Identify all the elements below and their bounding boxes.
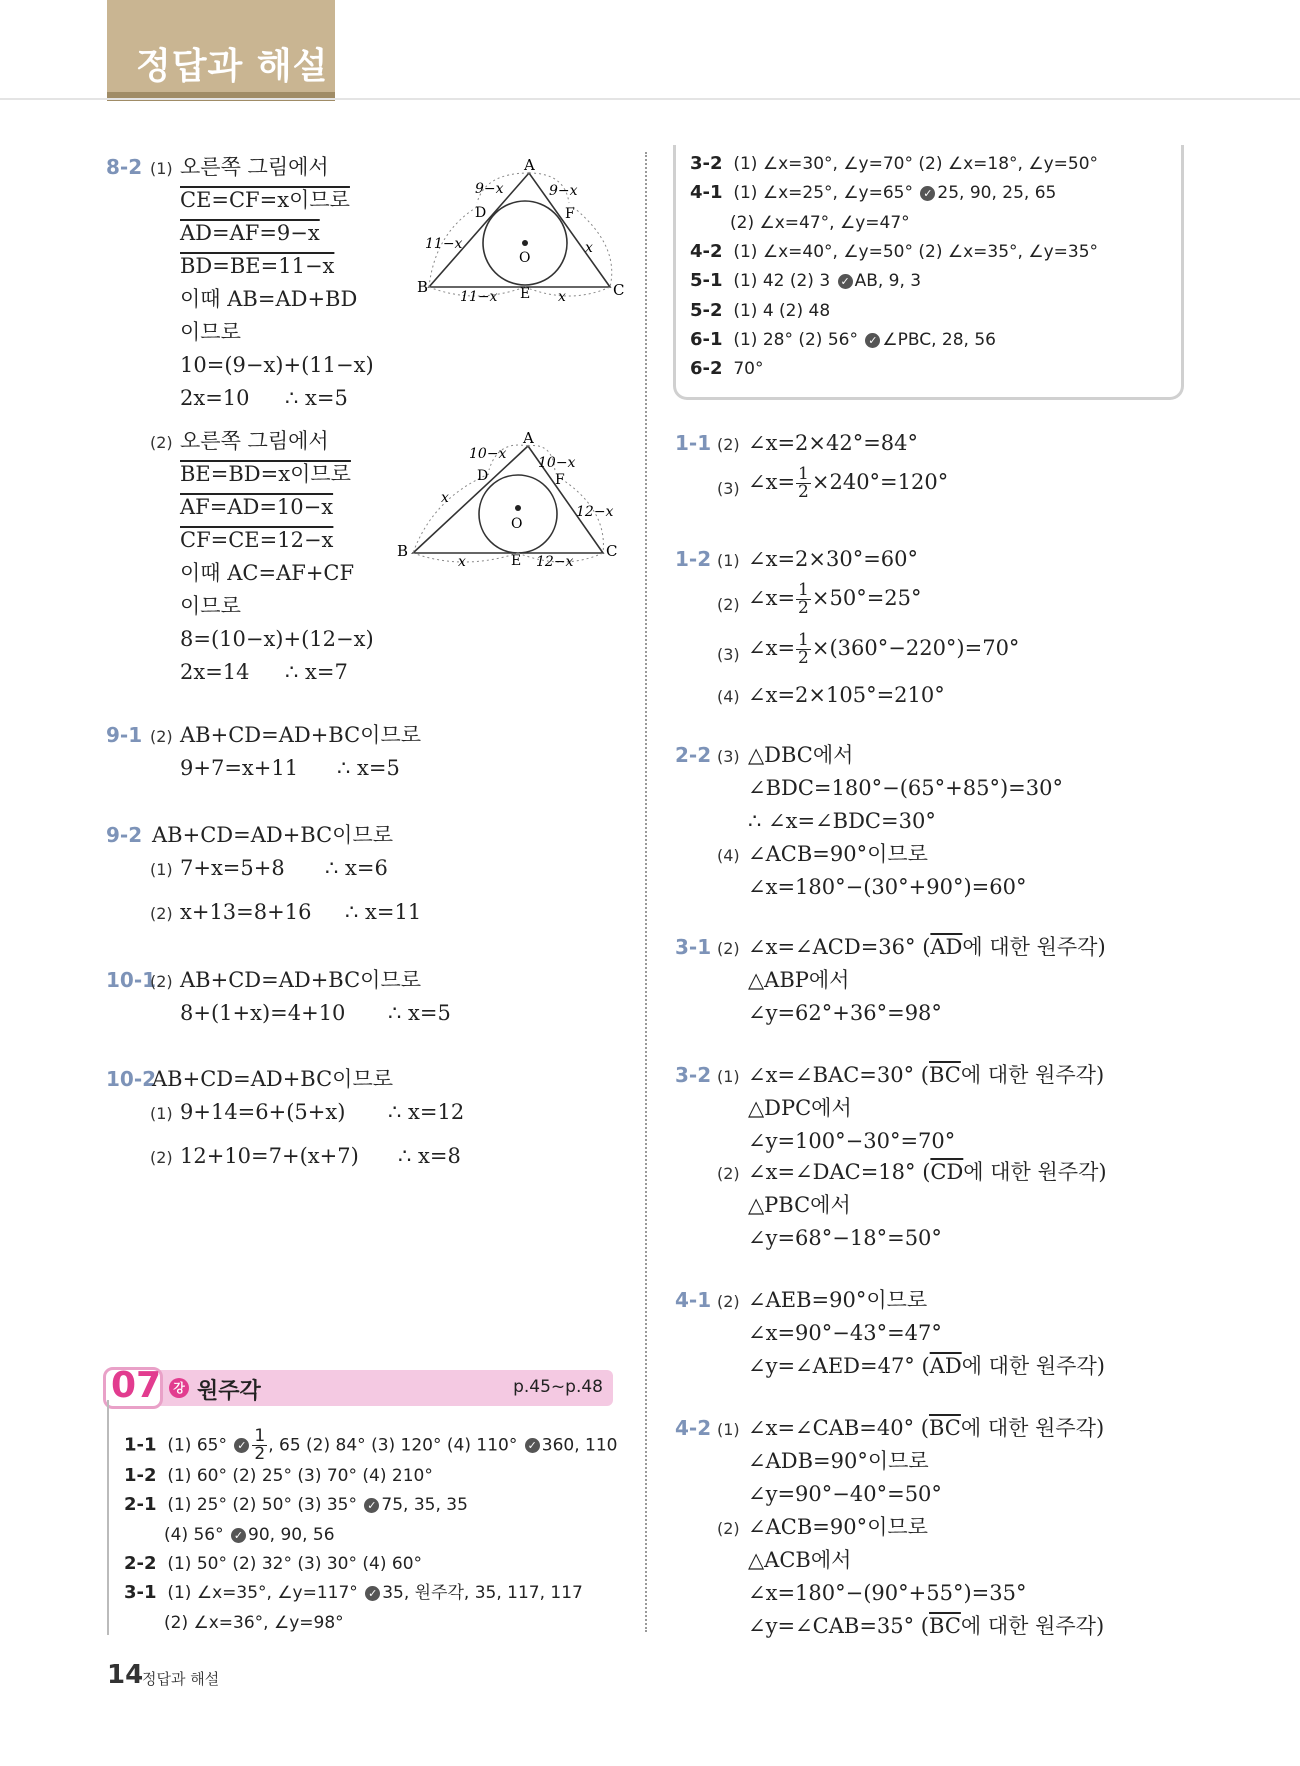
short-answer <box>690 329 996 351</box>
header-divider <box>0 98 1300 100</box>
check-icon: ✓ <box>525 1438 540 1453</box>
answer-number: 6-1 <box>690 329 723 350</box>
sub-number: (2) <box>150 727 173 746</box>
length-label: 11−x <box>425 236 463 252</box>
solution-line: ∴ x=7 <box>285 660 348 684</box>
solution-line: ∴ x=6 <box>325 856 388 880</box>
answer-text: (4) 56° <box>164 1525 224 1545</box>
solution-line: 이므로 <box>180 320 241 344</box>
denominator: 2 <box>254 1444 266 1464</box>
expr: ∠x=∠ACD=36° ( <box>748 935 931 959</box>
center-point <box>515 505 521 511</box>
answer-text: 70° <box>733 359 764 379</box>
answer-number: 2-1 <box>124 1494 157 1515</box>
expr: 에 대한 원주각) <box>960 1416 1105 1440</box>
denominator: 2 <box>798 598 809 618</box>
sub-number: (1) <box>717 1420 740 1439</box>
column-divider <box>645 152 647 1632</box>
short-answer <box>164 1612 344 1634</box>
fraction <box>796 582 811 617</box>
vertex-label: C <box>606 542 618 560</box>
length-label: 9−x <box>549 183 578 199</box>
solution-line <box>748 1613 1104 1639</box>
check-icon: ✓ <box>234 1438 249 1453</box>
answer-number: 1-1 <box>124 1434 157 1456</box>
section-kang-badge: 강 <box>169 1378 189 1398</box>
answer-number: 3-2 <box>690 153 723 174</box>
solution-line: 8=(10−x)+(12−x) <box>180 627 374 651</box>
short-answer <box>690 270 921 292</box>
expr: ∠x= <box>748 586 796 610</box>
short-answer <box>690 358 763 380</box>
triangle <box>429 173 610 287</box>
sub-number: (2) <box>717 939 740 958</box>
answer-number: 4-2 <box>690 241 723 262</box>
solution-line: △ACB에서 <box>748 1548 852 1572</box>
short-answer <box>164 1524 335 1546</box>
solution-line: ∠y=90°−40°=50° <box>748 1482 942 1506</box>
answer-text: AB, 9, 3 <box>854 271 922 291</box>
length-label: 9−x <box>475 181 504 197</box>
expr: ∠x=∠BAC=30° ( <box>748 1063 929 1087</box>
short-answer <box>730 212 910 234</box>
solution-line: 이때 AC=AF+CF <box>180 561 355 585</box>
solution-line: ∴ x=12 <box>388 1100 465 1124</box>
expr: ∠x=∠DAC=18° ( <box>748 1160 931 1184</box>
sub-number: (2) <box>717 435 740 454</box>
length-label: 10−x <box>538 455 576 471</box>
answer-text: (2) ∠x=47°, ∠y=47° <box>730 213 910 233</box>
solution-line: △DPC에서 <box>748 1096 852 1120</box>
solution-line: ∠y=100°−30°=70° <box>748 1129 956 1153</box>
sub-number: (2) <box>717 1164 740 1183</box>
sub-number: (1) <box>150 860 173 879</box>
solution-line: 7+x=5+8 <box>180 856 285 880</box>
solution-line: 2x=10 <box>180 386 250 410</box>
footer-label: 정답과 해설 <box>142 1670 220 1688</box>
expr: ∠y=∠CAB=35° ( <box>748 1614 930 1638</box>
check-icon: ✓ <box>838 274 853 289</box>
solution-line: 오른쪽 그림에서 <box>180 429 329 453</box>
solution-line: ∠AEB=90°이므로 <box>748 1288 928 1312</box>
short-answer <box>124 1428 617 1463</box>
expr: 에 대한 원주각) <box>960 1614 1105 1638</box>
problem-number: 10-1 <box>106 968 157 992</box>
triangle-figure-2 <box>393 428 623 573</box>
sub-number: (1) <box>717 551 740 570</box>
expr: 에 대한 원주각) <box>962 935 1106 959</box>
solution-line: ∠x=180°−(90°+55°)=35° <box>748 1581 1027 1605</box>
sub-number: (2) <box>150 1148 173 1167</box>
check-icon: ✓ <box>364 1498 379 1513</box>
sub-number: (4) <box>717 846 740 865</box>
expr: 에 대한 원주각) <box>961 1354 1105 1378</box>
short-answer <box>124 1553 422 1575</box>
solution-line: ∠y=68°−18°=50° <box>748 1226 942 1250</box>
answer-number: 3-1 <box>124 1582 157 1603</box>
solution-line: ∠x=180°−(30°+90°)=60° <box>748 875 1027 899</box>
length-label: x <box>458 554 466 570</box>
answer-number: 5-1 <box>690 270 723 291</box>
denominator: 2 <box>798 648 809 668</box>
fraction <box>796 466 811 501</box>
sub-number: (3) <box>717 747 740 766</box>
solution-line: 이때 AB=AD+BD <box>180 287 358 311</box>
solution-line: x+13=8+16 <box>180 900 312 924</box>
answer-text: (1) 42 (2) 3 <box>733 271 831 291</box>
answer-text: 75, 35, 35 <box>381 1495 468 1515</box>
fraction <box>252 1428 267 1463</box>
problem-number: 1-1 <box>675 431 712 455</box>
answer-text: (1) 50° (2) 32° (3) 30° (4) 60° <box>167 1554 423 1574</box>
solution-line: ∠ACB=90°이므로 <box>748 1515 928 1539</box>
answer-text: (1) 25° (2) 50° (3) 35° <box>167 1495 357 1515</box>
solution-line: ∴ ∠x=∠BDC=30° <box>748 809 936 833</box>
sub-number: (2) <box>717 595 740 614</box>
arc-label: $\overline{CD}$ <box>930 1160 964 1184</box>
vertex-label: C <box>613 281 625 299</box>
arc-label: $\overline{BC}$ <box>929 1614 961 1638</box>
short-answer <box>124 1465 433 1487</box>
length-label: 11−x <box>460 289 498 305</box>
solution-line: ∠x=90°−43°=47° <box>748 1321 942 1345</box>
point-label: F <box>555 472 565 488</box>
answer-rule <box>107 1400 109 1635</box>
sub-number: (2) <box>150 433 173 452</box>
check-icon: ✓ <box>920 186 935 201</box>
expr: ∠x= <box>748 636 796 660</box>
answer-number: 4-1 <box>690 182 723 203</box>
point-label: E <box>520 286 531 302</box>
check-icon: ✓ <box>365 1586 380 1601</box>
solution-line: ∴ x=11 <box>345 900 422 924</box>
length-arc <box>413 474 489 553</box>
answer-text: ∠PBC, 28, 56 <box>882 330 996 350</box>
expr: ×(360°−220°)=70° <box>811 636 1020 660</box>
solution-line: AB+CD=AD+BC이므로 <box>152 823 394 847</box>
solution-line <box>748 1415 1104 1441</box>
problem-number: 4-1 <box>675 1288 712 1312</box>
solution-line: ∠ACB=90°이므로 <box>748 842 928 866</box>
section-number: 07 <box>111 1365 162 1406</box>
sub-number: (3) <box>717 479 740 498</box>
solution-line: 9+14=6+(5+x) <box>180 1100 346 1124</box>
answer-text: 90, 90, 56 <box>248 1525 335 1545</box>
problem-number: 3-1 <box>675 935 712 959</box>
sub-number: (2) <box>717 1292 740 1311</box>
solution-line: CE=CF=x이므로 <box>180 188 350 212</box>
answer-number: 5-2 <box>690 300 723 321</box>
problem-number: 1-2 <box>675 547 712 571</box>
sub-number: (1) <box>150 159 173 178</box>
numerator: 1 <box>254 1426 266 1446</box>
fraction <box>796 632 811 667</box>
solution-line <box>748 934 1106 960</box>
answer-text: , 65 (2) 84° (3) 120° (4) 110° <box>268 1435 518 1456</box>
point-label: F <box>565 206 575 222</box>
short-answer <box>124 1494 468 1516</box>
solution-line: 10=(9−x)+(11−x) <box>180 353 374 377</box>
problem-number: 8-2 <box>106 155 143 179</box>
solution-line: ∠x=2×105°=210° <box>748 683 945 707</box>
arc-label: $\overline{BC}$ <box>928 1416 961 1440</box>
expr: ∠x= <box>748 470 796 494</box>
solution-line: ∠x=2×30°=60° <box>748 547 919 571</box>
solution-line <box>748 1159 1107 1185</box>
solution-line <box>748 582 922 617</box>
problem-number: 9-1 <box>106 723 143 747</box>
short-answer <box>690 241 1098 263</box>
triangle-figure-1 <box>415 155 625 305</box>
solution-line <box>748 632 1019 667</box>
solution-line: ∠x=2×42°=84° <box>748 431 919 455</box>
answer-number: 2-2 <box>124 1553 157 1574</box>
answer-text: (1) 60° (2) 25° (3) 70° (4) 210° <box>167 1466 433 1486</box>
problem-number: 3-2 <box>675 1063 712 1087</box>
solution-line: ∠BDC=180°−(65°+85°)=30° <box>748 776 1063 800</box>
denominator: 2 <box>798 482 809 502</box>
short-answer <box>690 153 1098 175</box>
answer-text: (1) ∠x=35°, ∠y=117° <box>167 1583 358 1603</box>
point-label: D <box>475 205 487 221</box>
length-label: x <box>585 240 593 256</box>
section-pages: p.45~p.48 <box>513 1377 603 1397</box>
answer-text: (2) ∠x=36°, ∠y=98° <box>164 1613 344 1633</box>
answer-text: (1) ∠x=40°, ∠y=50° (2) ∠x=35°, ∠y=35° <box>733 242 1099 262</box>
solution-line: 12+10=7+(x+7) <box>180 1144 359 1168</box>
numerator: 1 <box>798 464 809 484</box>
solution-line <box>748 1353 1105 1379</box>
arc-label: $\overline{BC}$ <box>928 1063 961 1087</box>
length-label: 12−x <box>576 504 614 520</box>
vertex-label: A <box>523 429 534 447</box>
length-arc <box>525 287 610 296</box>
expr: 에 대한 원주각) <box>963 1160 1107 1184</box>
section-header <box>103 1367 613 1409</box>
solution-line <box>748 1062 1104 1088</box>
solution-line: ∴ x=5 <box>337 756 400 780</box>
problem-number: 4-2 <box>675 1416 712 1440</box>
sub-number: (2) <box>717 1519 740 1538</box>
solution-line: BD=BE=11−x <box>180 254 335 278</box>
point-label: E <box>511 553 522 569</box>
length-label: x <box>441 490 449 506</box>
center-label: O <box>519 250 531 266</box>
expr: ×50°=25° <box>811 586 922 610</box>
sub-number: (2) <box>150 904 173 923</box>
numerator: 1 <box>798 580 809 600</box>
center-point <box>522 240 528 246</box>
solution-line: ∴ x=8 <box>398 1144 461 1168</box>
solution-line: ∴ x=5 <box>285 386 348 410</box>
problem-number: 10-2 <box>106 1067 157 1091</box>
arc-label: $\overline{AD}$ <box>930 935 963 959</box>
expr: 에 대한 원주각) <box>960 1063 1105 1087</box>
answer-number: 6-2 <box>690 358 723 379</box>
solution-line: 8+(1+x)=4+10 <box>180 1001 346 1025</box>
problem-number: 9-2 <box>106 823 143 847</box>
point-label: D <box>477 468 489 484</box>
check-icon: ✓ <box>865 333 880 348</box>
vertex-label: A <box>524 156 535 174</box>
solution-line: △PBC에서 <box>748 1193 851 1217</box>
check-icon: ✓ <box>231 1528 246 1543</box>
expr: ∠y=∠AED=47° ( <box>748 1354 930 1378</box>
expr: ×240°=120° <box>811 470 949 494</box>
arc-label: $\overline{AD}$ <box>929 1354 962 1378</box>
length-label: x <box>558 289 566 305</box>
solution-line: ∠ADB=90°이므로 <box>748 1449 929 1473</box>
length-label: 12−x <box>536 554 574 570</box>
vertex-label: B <box>417 278 429 296</box>
short-answer <box>124 1582 583 1604</box>
solution-line: 오른쪽 그림에서 <box>180 155 329 179</box>
solution-line: AD=AF=9−x <box>180 221 320 245</box>
length-label: 10−x <box>469 446 507 462</box>
solution-line: 2x=14 <box>180 660 250 684</box>
answer-text: (1) ∠x=30°, ∠y=70° (2) ∠x=18°, ∠y=50° <box>733 154 1099 174</box>
center-label: O <box>511 516 523 532</box>
solution-line: BE=BD=x이므로 <box>180 462 351 486</box>
solution-line: AB+CD=AD+BC이므로 <box>180 968 422 992</box>
short-answer <box>690 182 1056 204</box>
page-title: 정답과 해설 <box>136 46 329 87</box>
solution-line: AF=AD=10−x <box>180 495 334 519</box>
solution-line: CF=CE=12−x <box>180 528 334 552</box>
solution-line: 이므로 <box>180 594 241 618</box>
sub-number: (1) <box>150 1104 173 1123</box>
solution-line: 9+7=x+11 <box>180 756 299 780</box>
answer-text: (1) 4 (2) 48 <box>733 301 831 321</box>
answer-number: 1-2 <box>124 1465 157 1486</box>
answer-text: 35, 원주각, 35, 117, 117 <box>382 1583 583 1603</box>
solution-line: ∴ x=5 <box>388 1001 451 1025</box>
sub-number: (1) <box>717 1067 740 1086</box>
section-title: 원주각 <box>197 1379 261 1404</box>
inscribed-circle <box>479 475 557 553</box>
solution-line: △DBC에서 <box>748 743 854 767</box>
solution-line: AB+CD=AD+BC이므로 <box>180 723 422 747</box>
solution-line: △ABP에서 <box>748 968 850 992</box>
answer-text: (1) 65° <box>167 1435 227 1456</box>
sub-number: (4) <box>717 687 740 706</box>
page-number: 14 <box>107 1660 144 1690</box>
answer-text: 25, 90, 25, 65 <box>937 183 1057 203</box>
short-answer <box>690 300 830 322</box>
answer-text: 360, 110 <box>541 1435 618 1456</box>
solution-line: AB+CD=AD+BC이므로 <box>152 1067 394 1091</box>
sub-number: (3) <box>717 645 740 664</box>
problem-number: 2-2 <box>675 743 712 767</box>
expr: ∠x=∠CAB=40° ( <box>748 1416 929 1440</box>
numerator: 1 <box>798 630 809 650</box>
solution-line: ∠y=62°+36°=98° <box>748 1001 942 1025</box>
vertex-label: B <box>397 542 409 560</box>
answer-text: (1) 28° (2) 56° <box>733 330 858 350</box>
answer-text: (1) ∠x=25°, ∠y=65° <box>733 183 913 203</box>
solution-line <box>748 466 948 501</box>
sub-number: (2) <box>150 972 173 991</box>
